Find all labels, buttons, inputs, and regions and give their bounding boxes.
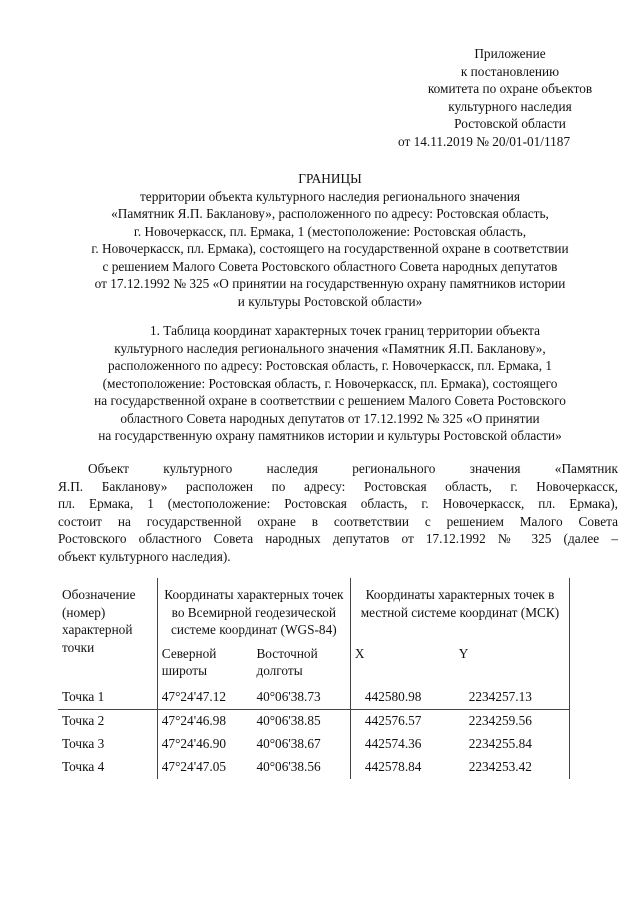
section-line: (местоположение: Ростовская область, г. Новочеркасск, пл. Ермака), состоящего [102, 375, 558, 391]
cell-y: 2234259.56 [455, 709, 570, 733]
section-line: областного Совета народных депутатов от 17.12.1992 № 325 «О принятии [120, 410, 540, 426]
header-msk: Координаты характерных точек в местной системе координат (МСК) [350, 578, 569, 645]
appendix-line: Ростовской области [454, 116, 566, 131]
section-line: 1. Таблица координат характерных точек границ территории объекта [150, 323, 540, 338]
table-row [58, 733, 570, 756]
section-1-heading [40, 322, 620, 445]
cell-name: Точка 1 [62, 689, 105, 705]
paragraph-line: пл. Ермака, 1 (местоположение: Ростовская область, г. Новочеркасск, пл. Ермака), [58, 496, 618, 511]
cell-y: 2234253.42 [455, 756, 570, 779]
paragraph-line: Объект культурного наследия регионального значения «Памятник [88, 461, 618, 476]
appendix-line: к постановлению [460, 63, 560, 79]
cell-x: 442580.98 [350, 686, 454, 710]
cell-name: Точка 2 [58, 709, 157, 733]
title-heading: ГРАНИЦЫ [298, 171, 362, 186]
cell-x: 442578.84 [350, 756, 454, 779]
paragraph-line: состоит на государственной охране в соответствии с решением Малого Совета [58, 513, 618, 529]
section-line: расположенного по адресу: Ростовская область, г. Новочеркасск, пл. Ермака, 1 [107, 358, 553, 373]
title-line: г. Новочеркасск, пл. Ермака), состоящего на государственной охране в соответствии [91, 241, 569, 256]
paragraph-line: Я.П. Бакланову» расположен по адресу: Ростовская область, г. Новочеркасск, [58, 478, 618, 494]
appendix-line: комитета по охране объектов [427, 81, 593, 96]
table-header-row [58, 578, 570, 645]
paragraph-line: Ростовского областного Совета народных депутатов от 17.12.1992 № 325 (далее – [58, 531, 618, 546]
title-line: и культуры Ростовской области» [237, 293, 423, 309]
title-line: «Памятник Я.П. Бакланову», расположенного по адресу: Ростовская область, [111, 206, 549, 221]
cell-lon: 40°06'38.56 [256, 759, 321, 775]
table-row [58, 686, 570, 710]
cell-y: 2234257.13 [455, 686, 570, 710]
title-line: г. Новочеркасск, пл. Ермака, 1 (местоположение: Ростовская область, [133, 223, 527, 239]
cell-lon: 40°06'38.67 [256, 736, 321, 752]
cell-lat: 47°24'46.90 [157, 733, 252, 756]
document-title [40, 170, 620, 310]
cell-lon: 40°06'38.85 [252, 709, 350, 733]
coordinates-table [58, 578, 570, 779]
title-line: территории объекта культурного наследия регионального значения [139, 188, 521, 204]
body-paragraph [58, 460, 618, 565]
header-designation: Обозначение (номер) характерной точки [62, 587, 136, 655]
appendix-header [390, 45, 630, 150]
cell-lat: 47°24'47.05 [157, 756, 252, 779]
header-x: X [350, 645, 454, 686]
title-line: с решением Малого Совета Ростовского областного Совета народных депутатов [102, 258, 558, 274]
cell-name: Точка 4 [62, 759, 105, 775]
appendix-date-line: от 14.11.2019 № 20/01-01/1187 [398, 133, 571, 149]
cell-name: Точка 3 [62, 736, 105, 752]
section-line: на государственную охрану памятников истории и культуры Ростовской области» [98, 428, 562, 443]
appendix-line: Приложение [474, 46, 546, 61]
header-lat: Северной широты [157, 645, 252, 686]
appendix-line: культурного наследия [448, 98, 572, 114]
header-y: Y [455, 645, 570, 686]
section-line: культурного наследия регионального значения «Памятник Я.П. Бакланову», [114, 340, 546, 356]
cell-x: 442576.57 [350, 709, 454, 733]
cell-lon: 40°06'38.73 [256, 689, 321, 705]
cell-x: 442574.36 [350, 733, 454, 756]
title-line: от 17.12.1992 № 325 «О принятии на государственную охрану памятников истории [94, 276, 566, 291]
cell-y: 2234255.84 [455, 733, 570, 756]
header-wgs: Координаты характерных точек во Всемирной геодезической системе координат (WGS-84) [157, 578, 350, 645]
cell-lat: 47°24'46.98 [157, 709, 252, 733]
paragraph-line: объект культурного наследия). [58, 548, 231, 564]
table-row [58, 709, 570, 733]
table-row [58, 756, 570, 779]
section-line: на государственной охране в соответствии с решением Малого Совета Ростовского [94, 393, 566, 408]
cell-lat: 47°24'47.12 [157, 686, 252, 710]
header-lon: Восточной долготы [256, 645, 318, 678]
